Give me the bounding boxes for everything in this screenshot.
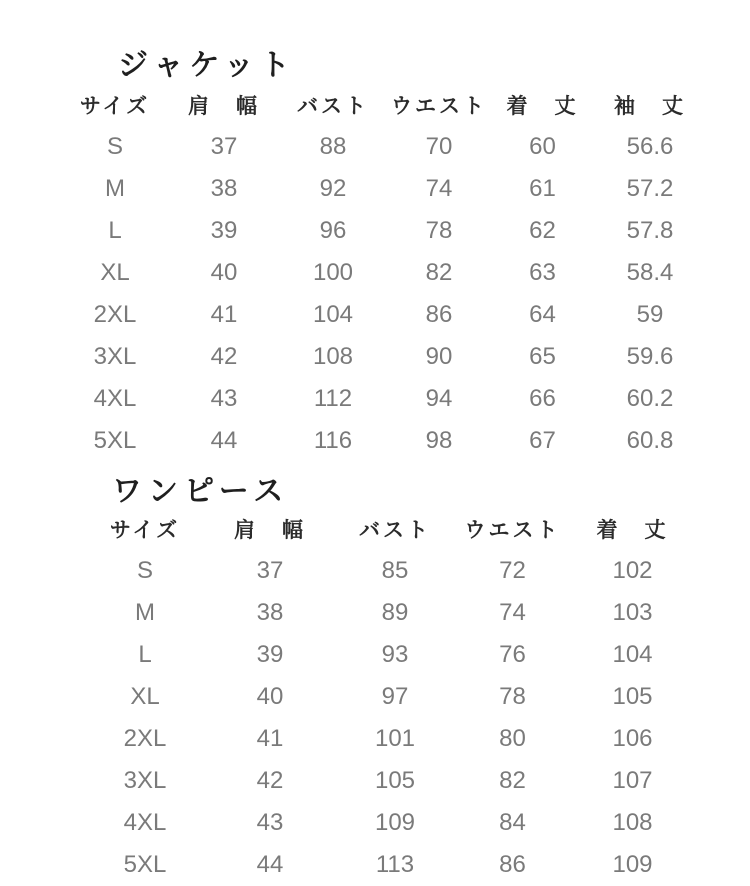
table-row	[85, 634, 695, 676]
table-cell: 41	[256, 725, 284, 752]
table-cell: L	[138, 641, 152, 668]
table-cell: 39	[256, 641, 284, 668]
table-cell: 59.6	[626, 343, 674, 370]
table-cell: 44	[210, 427, 238, 454]
table-cell: 57.2	[626, 175, 674, 202]
table-cell: 98	[425, 427, 453, 454]
table-cell: 38	[256, 599, 284, 626]
table-row	[85, 844, 695, 886]
table-cell: 86	[425, 301, 453, 328]
table-cell: 101	[374, 725, 416, 752]
table-cell: 43	[210, 385, 238, 412]
table-row	[60, 168, 705, 210]
table-cell: 63	[529, 259, 556, 286]
table-cell: 107	[612, 767, 653, 794]
table-cell: 2XL	[123, 725, 167, 752]
table-cell: 44	[256, 851, 284, 878]
column-header: 着 丈	[506, 95, 579, 118]
table-cell: 64	[529, 301, 556, 328]
table-cell: 61	[529, 175, 556, 202]
column-header: ウエスト	[391, 95, 487, 118]
table-cell: 90	[425, 343, 453, 370]
table-cell: 40	[256, 683, 284, 710]
table-cell: 97	[381, 683, 409, 710]
jacket-section-title: ジャケット	[118, 49, 296, 82]
table-cell: XL	[130, 683, 160, 710]
table-cell: 105	[612, 683, 653, 710]
column-header: バスト	[359, 519, 431, 542]
column-header: バスト	[297, 95, 369, 118]
table-cell: 116	[313, 427, 353, 454]
table-cell: 3XL	[123, 767, 167, 794]
table-cell: 92	[319, 175, 347, 202]
table-cell: 60.8	[626, 427, 674, 454]
table-cell: 78	[425, 217, 453, 244]
column-header: 肩 幅	[188, 95, 260, 118]
table-cell: 43	[256, 809, 284, 836]
dress-table-body	[85, 550, 695, 886]
table-row	[60, 378, 705, 420]
table-cell: 60.2	[626, 385, 674, 412]
table-cell: 106	[612, 725, 653, 752]
table-cell: 108	[312, 343, 354, 370]
table-cell: 60	[529, 133, 556, 160]
table-cell: 93	[381, 641, 409, 668]
table-cell: 3XL	[93, 343, 137, 370]
table-cell: 78	[499, 683, 526, 710]
table-cell: S	[136, 557, 153, 584]
table-cell: 59	[636, 301, 664, 328]
table-cell: 5XL	[123, 851, 167, 878]
table-cell: 76	[499, 641, 526, 668]
table-row	[85, 760, 695, 802]
table-cell: 37	[256, 557, 284, 584]
column-header: ウエスト	[464, 519, 561, 542]
table-cell: 105	[374, 767, 416, 794]
column-header: 袖 丈	[614, 95, 686, 118]
table-cell: M	[105, 175, 125, 202]
jacket-table-header	[60, 84, 705, 126]
table-cell: 72	[499, 557, 526, 584]
table-cell: 109	[374, 809, 416, 836]
table-cell: 40	[210, 259, 238, 286]
table-row	[60, 252, 705, 294]
table-cell: 67	[529, 427, 556, 454]
table-cell: 74	[425, 175, 453, 202]
table-cell: 56.6	[626, 133, 674, 160]
table-row	[60, 84, 705, 126]
table-cell: 66	[529, 385, 556, 412]
table-cell: 88	[319, 133, 347, 160]
table-cell: 70	[425, 133, 453, 160]
table-cell: 42	[256, 767, 284, 794]
table-cell: 39	[210, 217, 238, 244]
table-row	[60, 126, 705, 168]
table-cell: 96	[319, 217, 347, 244]
table-cell: M	[135, 599, 155, 626]
column-header: サイズ	[109, 519, 181, 542]
table-cell: 89	[381, 599, 409, 626]
table-cell: 4XL	[93, 385, 137, 412]
dress-section-title: ワンピース	[112, 475, 290, 508]
table-cell: 109	[612, 851, 653, 878]
table-cell: 108	[612, 809, 653, 836]
jacket-size-table	[60, 84, 705, 462]
table-cell: XL	[100, 259, 130, 286]
table-cell: 112	[313, 385, 353, 412]
table-cell: 84	[499, 809, 526, 836]
table-cell: 74	[499, 599, 526, 626]
table-cell: 82	[499, 767, 526, 794]
table-cell: 102	[612, 557, 653, 584]
table-cell: 80	[499, 725, 526, 752]
table-cell: 113	[375, 851, 415, 878]
table-row	[60, 336, 705, 378]
table-cell: 103	[612, 599, 653, 626]
table-cell: 86	[499, 851, 526, 878]
table-row	[85, 508, 695, 550]
table-cell: 62	[529, 217, 556, 244]
jacket-table-body	[60, 126, 705, 462]
table-row	[60, 210, 705, 252]
table-cell: 38	[210, 175, 238, 202]
table-cell: 2XL	[93, 301, 137, 328]
table-cell: 42	[210, 343, 238, 370]
table-row	[85, 802, 695, 844]
dress-table-header	[85, 508, 695, 550]
table-row	[85, 676, 695, 718]
table-cell: 82	[425, 259, 453, 286]
table-cell: 104	[312, 301, 354, 328]
table-row	[60, 294, 705, 336]
table-cell: 57.8	[626, 217, 674, 244]
table-row	[85, 550, 695, 592]
table-cell: S	[106, 133, 123, 160]
table-cell: 94	[425, 385, 453, 412]
table-row	[60, 420, 705, 462]
table-cell: 4XL	[123, 809, 167, 836]
column-header: 着 丈	[596, 519, 669, 542]
table-row	[85, 592, 695, 634]
column-header: 肩 幅	[234, 519, 306, 542]
table-cell: 65	[529, 343, 556, 370]
table-row	[85, 718, 695, 760]
table-cell: 100	[312, 259, 354, 286]
dress-size-table	[85, 508, 695, 886]
table-cell: 37	[210, 133, 238, 160]
table-cell: L	[108, 217, 122, 244]
table-cell: 58.4	[626, 259, 674, 286]
table-cell: 41	[210, 301, 238, 328]
table-cell: 104	[612, 641, 653, 668]
column-header: サイズ	[79, 95, 151, 118]
table-cell: 85	[381, 557, 409, 584]
table-cell: 5XL	[93, 427, 137, 454]
